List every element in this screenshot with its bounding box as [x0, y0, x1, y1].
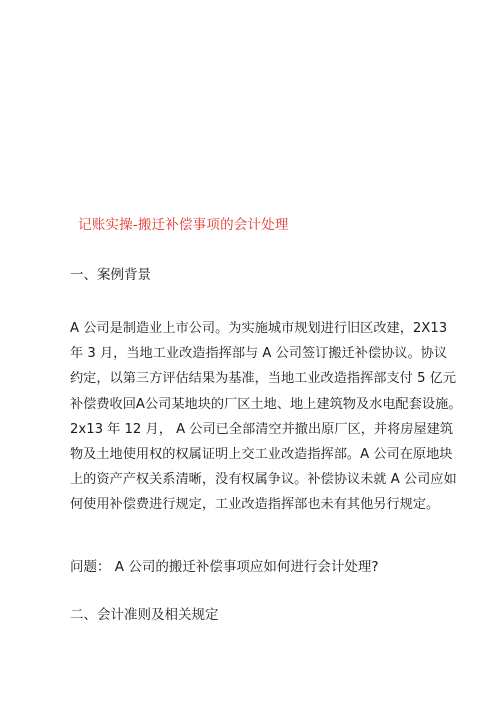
section-heading-accounting-standards: 二、会计准则及相关规定 [70, 607, 219, 623]
paragraph-line: 2x13 年 12 月， A 公司已全部清空并撤出原厂区，并将房屋建筑 [70, 421, 454, 437]
paragraph-line: 上的资产产权关系清晰，没有权属争议。补偿协议未就 A 公司应如 [70, 472, 457, 488]
paragraph-line: A 公司是制造业上市公司。为实施城市规划进行旧区改建，2X13 [70, 321, 448, 336]
paragraph-line: 约定，以第三方评估结果为基准，当地工业改造指挥部支付 5 亿元 [70, 371, 457, 387]
section-heading-case-background: 一、案例背景 [70, 267, 151, 283]
paragraph-line: 补偿费收回A公司某地块的厂区土地、地上建筑物及水电配套设施。 [70, 396, 462, 412]
paragraph-line: 何使用补偿费进行规定，工业改造指挥部也未有其他另行规定。 [70, 497, 440, 513]
case-paragraph [70, 316, 462, 518]
paragraph-line: 物及土地使用权的权属证明上交工业改造指挥部。A 公司在原地块 [70, 447, 453, 463]
paragraph-line: 年 3 月，当地工业改造指挥部与 A 公司签订搬迁补偿协议。协议 [70, 346, 448, 362]
question-text: 问题： A 公司的搬迁补偿事项应如何进行会计处理? [70, 559, 379, 575]
document-title: 记账实操-搬迁补偿事项的会计处理 [78, 217, 289, 233]
